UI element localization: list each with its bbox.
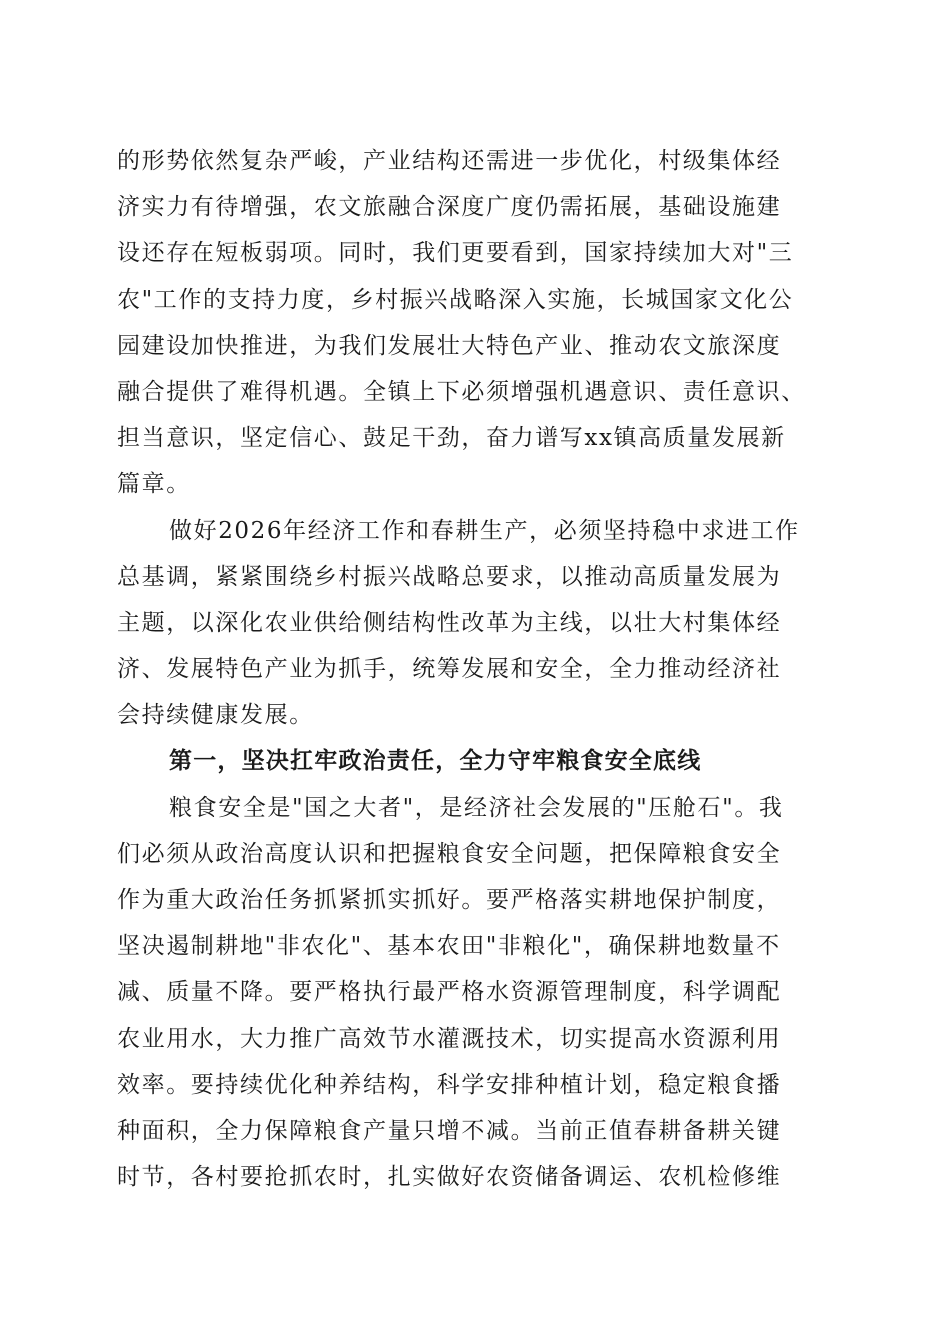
text-line: 主题，以深化农业供给侧结构性改革为主线，以壮大村集体经 bbox=[117, 609, 782, 636]
text-line: 们必须从政治高度认识和把握粮食安全问题，把保障粮食安全 bbox=[117, 840, 782, 867]
text-line: 济实力有待增强，农文旅融合深度广度仍需拓展，基础设施建 bbox=[117, 194, 782, 221]
text-line: 效率。要持续优化种养结构，科学安排种植计划，稳定粮食播 bbox=[117, 1071, 782, 1098]
text-line: 篇章。 bbox=[117, 471, 191, 498]
text-line: 种面积，全力保障粮食产量只增不减。当前正值春耕备耕关键 bbox=[117, 1117, 782, 1144]
section-heading: 第一，坚决扛牢政治责任，全力守牢粮食安全底线 bbox=[169, 747, 702, 775]
text-line: 作为重大政治任务抓紧抓实抓好。要严格落实耕地保护制度， bbox=[117, 887, 782, 913]
text-line: 坚决遏制耕地"非农化"、基本农田"非粮化"，确保耕地数量不 bbox=[117, 933, 781, 960]
text-line: 农业用水，大力推广高效节水灌溉技术，切实提高水资源利用 bbox=[117, 1025, 782, 1052]
text-line: 时节，各村要抢抓农时，扎实做好农资储备调运、农机检修维 bbox=[117, 1164, 782, 1191]
text-line: 园建设加快推进，为我们发展壮大特色产业、推动农文旅深度 bbox=[117, 332, 782, 359]
text-line: 融合提供了难得机遇。全镇上下必须增强机遇意识、责任意识、 bbox=[117, 378, 806, 405]
paragraph-first-line: 粮食安全是"国之大者"，是经济社会发展的"压舱石"。我 bbox=[169, 794, 784, 821]
text-line: 济、发展特色产业为抓手，统筹发展和安全，全力推动经济社 bbox=[117, 656, 782, 683]
text-line: 设还存在短板弱项。同时，我们更要看到，国家持续加大对"三 bbox=[117, 240, 794, 267]
text-line: 总基调，紧紧围绕乡村振兴战略总要求，以推动高质量发展为 bbox=[117, 563, 782, 590]
document-body bbox=[117, 138, 837, 1200]
text-line: 的形势依然复杂严峻，产业结构还需进一步优化，村级集体经 bbox=[117, 148, 782, 174]
text-line: 担当意识，坚定信心、鼓足干劲，奋力谱写xx镇高质量发展新 bbox=[117, 425, 786, 452]
text-line: 减、质量不降。要严格执行最严格水资源管理制度，科学调配 bbox=[117, 979, 782, 1006]
paragraph-first-line: 做好2026年经济工作和春耕生产，必须坚持稳中求进工作 bbox=[169, 517, 800, 544]
text-line: 会持续健康发展。 bbox=[117, 702, 314, 729]
text-line: 农"工作的支持力度，乡村振兴战略深入实施，长城国家文化公 bbox=[117, 286, 794, 313]
